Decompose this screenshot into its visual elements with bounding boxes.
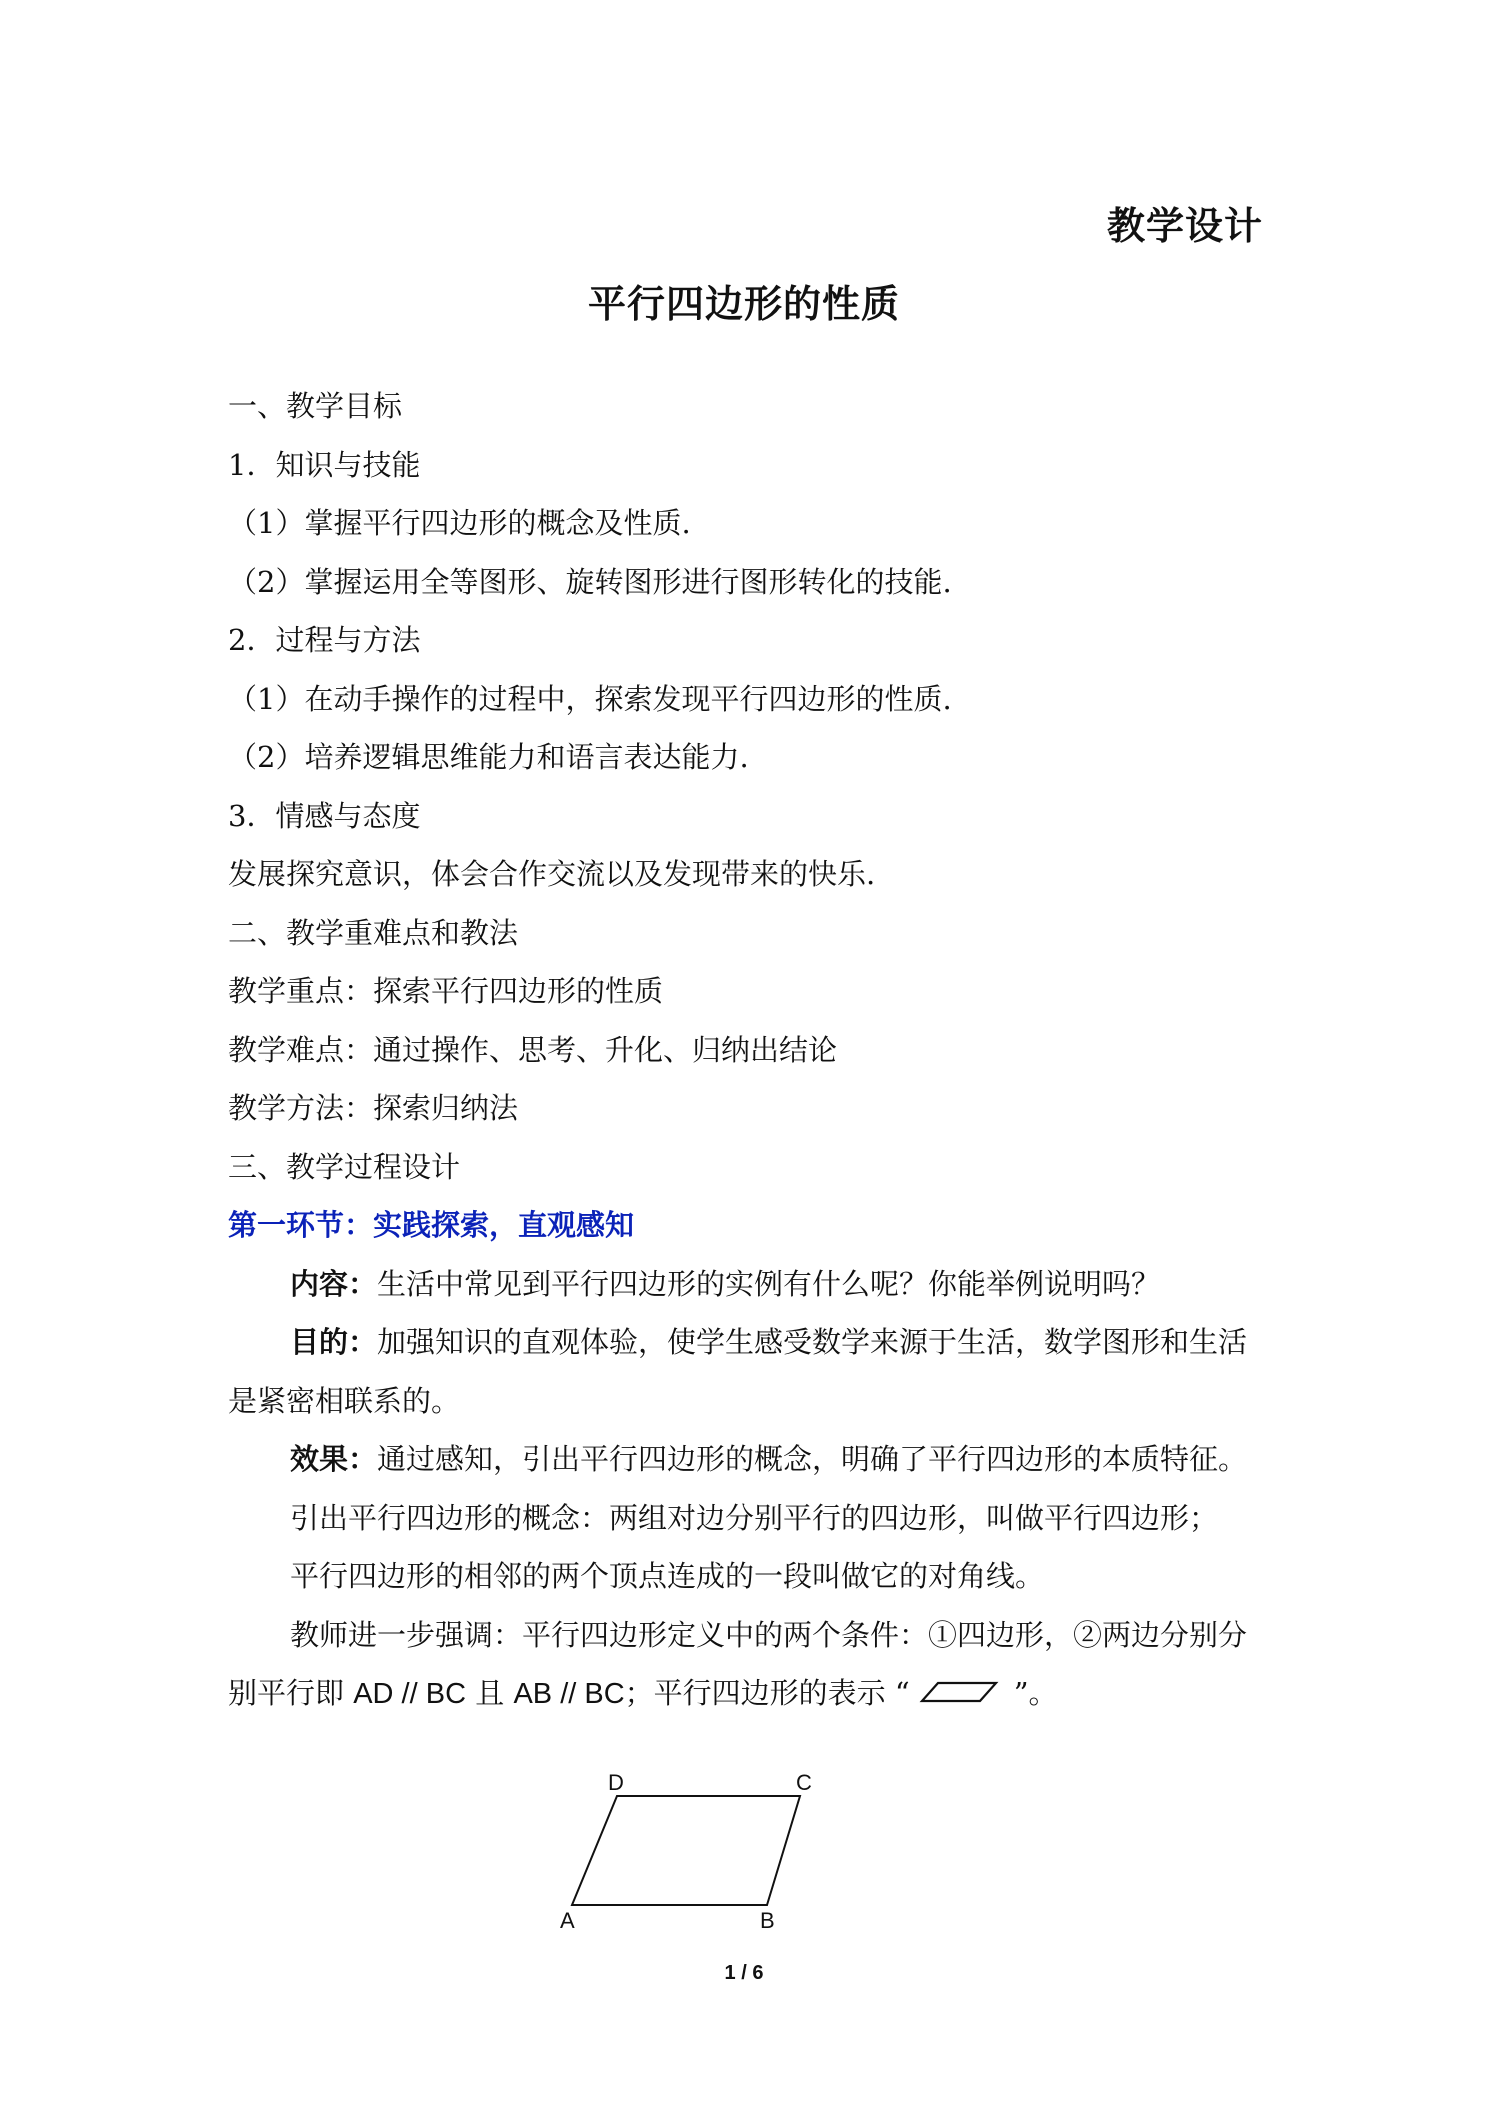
heading-process-design: 三、教学过程设计 — [228, 1150, 461, 1184]
subheading-emotion-attitude: 3．情感与态度 — [228, 799, 421, 833]
subheading-process-method: 2．过程与方法 — [228, 623, 421, 657]
emphasis-paragraph: 教师进一步强调：平行四边形定义中的两个条件：①四边形，②两边分别分 — [290, 1618, 1248, 1652]
objective-item: （2）培养逻辑思维能力和语言表达能力. — [228, 740, 749, 774]
effect-text: 通过感知，引出平行四边形的概念，明确了平行四边形的本质特征。 — [377, 1442, 1248, 1476]
content-label: 内容： — [290, 1267, 378, 1301]
teaching-method: 教学方法：探索归纳法 — [228, 1091, 519, 1125]
parallelogram-diagram — [560, 1770, 830, 1933]
section-heading-stage-one: 第一环节：实践探索，直观感知 — [228, 1208, 635, 1242]
vertex-label-c: C — [796, 1770, 812, 1795]
vertex-label-a: A — [560, 1908, 575, 1933]
parallel-statement: AB // BC — [513, 1678, 625, 1710]
subheading-knowledge-skills: 1．知识与技能 — [228, 448, 421, 482]
parallelogram-symbol-icon — [910, 1673, 1014, 1713]
purpose-label: 目的： — [290, 1325, 378, 1359]
heading-teaching-objectives: 一、教学目标 — [228, 389, 403, 423]
difficult-point: 教学难点：通过操作、思考、升化、归纳出结论 — [228, 1033, 838, 1067]
emphasis-text: ”。 — [1013, 1676, 1058, 1710]
document-type-heading: 教学设计 — [1106, 203, 1263, 248]
parallel-statement: AD // BC — [353, 1678, 467, 1710]
vertex-label-d: D — [608, 1770, 624, 1795]
heading-key-points: 二、教学重难点和教法 — [228, 916, 519, 950]
effect-paragraph — [290, 1439, 1247, 1479]
page-number: 1 / 6 — [724, 1962, 764, 1984]
objective-item: （1）掌握平行四边形的概念及性质. — [228, 506, 691, 540]
objective-item: （1）在动手操作的过程中，探索发现平行四边形的性质. — [228, 682, 952, 716]
content-paragraph — [290, 1264, 1160, 1304]
content-text: 生活中常见到平行四边形的实例有什么呢？你能举例说明吗？ — [377, 1267, 1161, 1301]
page-title: 平行四边形的性质 — [587, 281, 900, 326]
key-point: 教学重点：探索平行四边形的性质 — [228, 974, 664, 1008]
emphasis-text: ；平行四边形的表示 “ — [624, 1676, 910, 1710]
effect-label: 效果： — [290, 1442, 378, 1476]
diagonal-definition: 平行四边形的相邻的两个顶点连成的一段叫做它的对角线。 — [290, 1559, 1045, 1593]
purpose-paragraph — [290, 1322, 1247, 1362]
objective-item: （2）掌握运用全等图形、旋转图形进行图形转化的技能. — [228, 565, 952, 599]
parallelogram-shape — [572, 1796, 800, 1905]
objective-text: 发展探究意识，体会合作交流以及发现带来的快乐. — [228, 857, 876, 891]
emphasis-continuation — [228, 1673, 1058, 1714]
emphasis-text: 且 — [466, 1676, 514, 1710]
emphasis-text: 别平行即 — [228, 1676, 354, 1710]
purpose-text: 加强知识的直观体验，使学生感受数学来源于生活，数学图形和生活 — [377, 1325, 1248, 1359]
concept-definition: 引出平行四边形的概念：两组对边分别平行的四边形，叫做平行四边形； — [290, 1501, 1219, 1535]
purpose-continuation: 是紧密相联系的。 — [228, 1384, 461, 1418]
vertex-label-b: B — [760, 1908, 775, 1933]
